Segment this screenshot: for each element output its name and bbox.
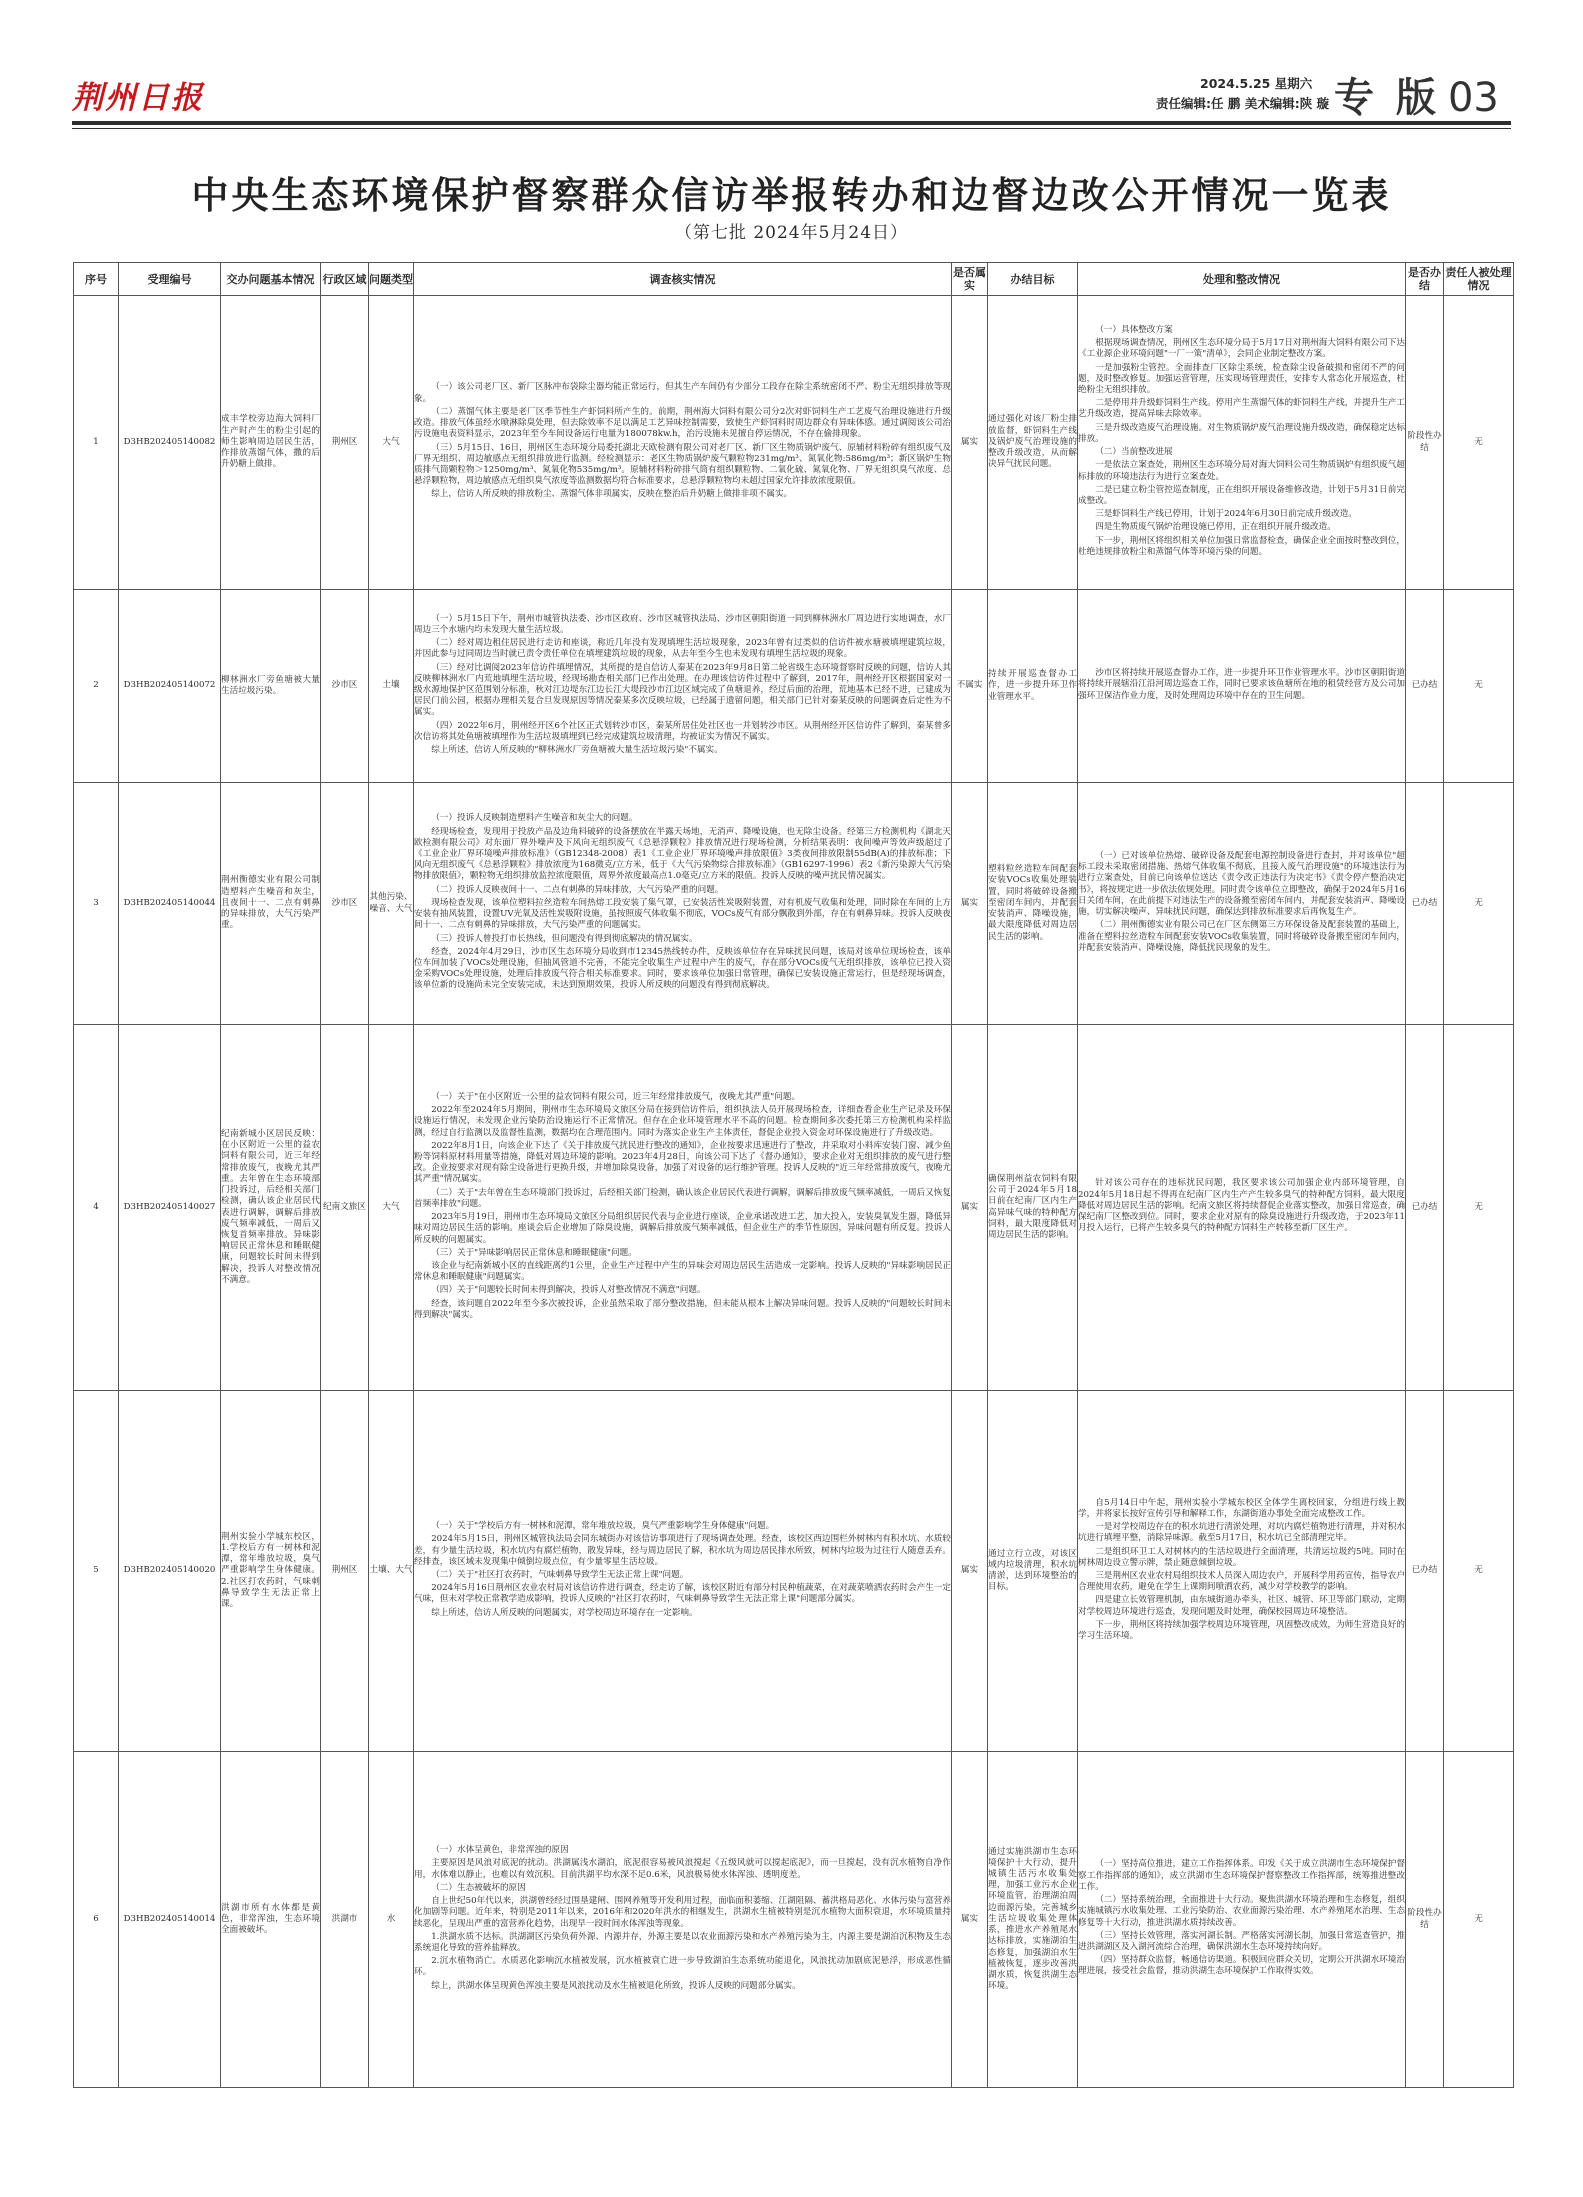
row-survey-paragraph: （四）关于"问题较长时间未得到解决，投诉人对整改情况不满意"问题。 xyxy=(431,1285,706,1296)
row-closed: 已办结 xyxy=(1406,1025,1444,1391)
page-subtitle: （第七批 2024年5月24日） xyxy=(674,223,909,243)
row-type: 土壤、大气 xyxy=(369,1391,414,1752)
column-header: 行政区域 xyxy=(321,263,369,296)
row-handling-paragraph: 根据现场调查情况，荆州区生态环境分局于5月17日对荆州海大饲料有限公司下达《工业源企业环境问题"一厂一策"清单》，会同企业制定整改方案。 xyxy=(1078,338,1405,360)
table-row xyxy=(74,590,1514,783)
row-survey xyxy=(414,296,952,590)
row-punished: 无 xyxy=(1444,1752,1514,2088)
table-header xyxy=(74,263,1514,296)
row-problem: 纪南新城小区居民反映：在小区附近一公里的益农饲料有限公司，近三年经常排放废气，夜晚尤其严重。去年曾在生态环境部门投诉过，后经相关部门检测，确认该企业居民代表进行调解，调解后排放废气频率减低，一周后又恢复首频率排放。异味影响居民正常休息和睡眠健康，问题较长时间未得到解决，投诉人对整改情况不满意。 xyxy=(221,1025,321,1391)
row-survey-paragraph: 综上所述，信访人所反映的问题属实，对学校周边环境存在一定影响。 xyxy=(431,1607,698,1618)
row-goal: 通过强化对该厂粉尘排放监督，虾饲料生产线及锅炉废气治理设施的整改升级改造，从而解决异气扰民问题。 xyxy=(988,296,1078,590)
masthead xyxy=(72,70,1511,121)
row-punished: 无 xyxy=(1444,590,1514,783)
issue-date: 2024.5.25 星期六 xyxy=(1200,76,1313,91)
row-survey-paragraph: （四）2022年6月，荆州经开区6个社区正式划转沙市区，秦某所居住处社区也一并划转沙市区。从荆州经开区信访件了解到，秦某曾多次信访将其处鱼塘被填埋作为生活垃圾填埋到已经完成建筑垃圾清理，均被证实为情况不属实。 xyxy=(414,720,951,742)
table-row xyxy=(74,783,1514,1025)
row-handling-paragraph: 一是加强粉尘管控。全面排查厂区除尘系统，检查除尘设备破损和密闭不严的问题，及时整改修复。加强运营管理，压实现场管理责任，安排专人常态化开展巡查，杜绝粉尘无组织排放。 xyxy=(1078,362,1405,396)
column-header: 受理编号 xyxy=(119,263,221,296)
row-case-id: D3HB202405140044 xyxy=(119,783,221,1025)
row-goal: 通过立行立改，对该区域内垃圾清理，积水坑清淤，达到环境整治的目标。 xyxy=(988,1391,1078,1752)
row-verified: 属实 xyxy=(952,1391,988,1752)
table-row xyxy=(74,1025,1514,1391)
row-survey-paragraph: （二）生态被破坏的原因 xyxy=(431,1882,526,1893)
row-handling xyxy=(1078,783,1406,1025)
row-survey-paragraph: 2024年5月15日，荆州区城管执法局会同东城街办对该信访事项进行了现场调查处理。经查，该校区西边围栏外树林内有积水坑、水质较差，有少量生活垃圾，积水坑内有腐烂植物，散发异味，经与周边居民了解，积水坑为周边居民排水所致，树林内垃圾为过往行人随意丢弃。经排查，该区域未发现集中倾倒垃圾点位，有少量零星生活垃圾。 xyxy=(414,1534,951,1567)
row-survey-paragraph: 2023年5月19日，荆州市生态环境局文旅区分局组织居民代表与企业进行座谈，企业承诺改进工艺，加大投入，安装臭氧发生器，降低异味对周边居民生活的影响。座谈会后企业增加了除臭设施，调解后排放废气频率减低，但企业生产的季节性原因，异味问题有所反复。投诉人所反映的问题属实。 xyxy=(414,1212,951,1245)
row-verified: 属实 xyxy=(952,1752,988,2088)
row-handling-paragraph: 二是组织环卫工人对树林内的生活垃圾进行全面清理，共清运垃圾约5吨。同时在树林周边设立警示牌，禁止随意倾倒垃圾。 xyxy=(1078,1546,1405,1568)
row-closed: 阶段性办结 xyxy=(1406,296,1444,590)
row-area: 荆州区 xyxy=(321,296,369,590)
row-survey-paragraph: （一）关于"学校后方有一树林和泥潭，常年堆放垃圾，臭气严重影响学生身体健康"问题。 xyxy=(431,1521,775,1532)
row-type: 土壤 xyxy=(369,590,414,783)
section-label xyxy=(1334,66,1499,123)
row-survey-paragraph: （二）关于"去年曾在生态环境部门投诉过，后经相关部门检测，确认该企业居民代表进行调解，调解后排放废气频率减低，一周后又恢复首频率排放"问题。 xyxy=(414,1187,951,1209)
newspaper-logo: 荆州日报 xyxy=(72,80,204,116)
column-header: 办结目标 xyxy=(988,263,1078,296)
row-type: 水 xyxy=(369,1752,414,2088)
row-survey-paragraph: 综上所述，信访人所反映的"柳林洲水厂旁鱼塘被大量生活垃圾污染"不属实。 xyxy=(431,745,723,756)
row-survey-paragraph: 经现场检查，发现用于投放产品及边角料破碎的设备摆放在半露天场地，无消声、降噪设施，也无除尘设备。经第三方检测机构《湖北天欧检测有限公司》对东面厂界外噪声及下风向无组织废气《总悬浮颗粒》排放情况进行现场检测，分析结果表明：夜间噪声等效声级超过了《工业企业厂界环境噪声排放标准》（GB12348-2008）表1《工业企业厂界环境噪声排放限值》3类夜间排放限制55dB(A)的排放标准；下风向无组织废气《总悬浮颗粒》排放浓度为168微克/立方米，低于《大气污染物综合排放标准》（GB16297-1996）表2《新污染源大气污染物排放限值》，颗粒物无组织排放监控浓度限值，周界外浓度最高点1.0毫克/立方米的限值。投诉人反映的噪声扰民情况属实。 xyxy=(414,826,951,882)
row-survey-paragraph: 2022年至2024年5月期间，荆州市生态环境局文旅区分局在接到信访件后，组织执法人员开展现场检查，详细查看企业生产记录及环保设施运行情况，未发现企业污染防治设施运行不正常情况。但存在企业环境管理水平不高的问题。检查期间多次委托第三方检测机构采样监测，经过自行监测以及监督性监测，数据均在合理范围内。同时为落实企业生产主体责任，督促企业投入资金对环保设施进行了升级改造。 xyxy=(414,1105,951,1138)
row-survey-paragraph: 综上，信访人所反映的排放粉尘、蒸馏气体非项属实，反映在整治后升奶糖上做排非项不属实。 xyxy=(431,489,793,500)
row-punished: 无 xyxy=(1444,296,1514,590)
row-survey-paragraph: （三）投诉人曾投打市长热线，但问题没有得到彻底解决的情况属实。 xyxy=(431,933,698,944)
row-handling-paragraph: （一）坚持高位推进，建立工作指挥体系。印发《关于成立洪湖市生态环境保护督察工作指挥部的通知》，成立洪湖市生态环境保护督察整改工作指挥部，统筹推进整改工作。 xyxy=(1078,1859,1405,1892)
row-handling-paragraph: 针对该公司存在的违标扰民问题，我区要求该公司加强企业内部环境管理，自2024年5月18日起不得再在纪南厂区内生产产生较多臭气的特种配方饲料，最大限度降低对周边居民生活的影响。纪南文旅区将持续督促企业落实整改，加强日常巡查，确保纪南厂区整改到位。同时，要求企业对原有的除臭设施进行升级改造，于2023年11月投入运行，已将产生较多臭气的特种配方饲料生产转移至新厂区生产。 xyxy=(1078,1178,1405,1234)
row-punished: 无 xyxy=(1444,1391,1514,1752)
header-rule-thin xyxy=(72,128,1511,129)
row-type: 大气 xyxy=(369,1025,414,1391)
row-type: 大气 xyxy=(369,296,414,590)
row-goal: 塑料粒丝造粒车间配套安装VOCs收集处理装置，同时将破碎设备搬至密闭车间内，并配套安装消声、降噪设施，最大限度降低对周边居民生活的影响。 xyxy=(988,783,1078,1025)
row-survey-paragraph: （二）关于"社区打农药时，气味刺鼻导致学生无法正常上课"问题。 xyxy=(431,1570,689,1580)
row-problem: 荆州衡德实业有限公司制造塑料产生噪音和灰尘，且夜间十一、二点有刺鼻的异味排放，大气污染严重。 xyxy=(221,783,321,1025)
row-goal: 通过实施洪湖市生态环境保护十大行动，提升城镇生活污水收集处理，加强工业污水企业环境监管，治理湖泊周边面源污染，完善城乡生活垃圾收集处理体系，推进水产养殖尾水达标排放，实施湖泊生态修复，加强湖泊水生植被恢复，逐步改善洪湖水质，恢复洪湖生态环境。 xyxy=(988,1752,1078,2088)
row-punished: 无 xyxy=(1444,783,1514,1025)
page-number: 03 xyxy=(1447,75,1499,121)
row-seq: 2 xyxy=(74,590,119,783)
row-survey-paragraph: （三）5月15日、16日，荆州区生态环境分局委托湖北天欧检测有限公司对老厂区、新厂区生物质锅炉废气、原辅材料粉碎有组织废气及厂界无组织、周边敏感点无组织排放进行监测。经检测显示：老区生物质锅炉废气颗粒物231mg/m³、氮氧化物:586mg/m³；新区锅炉生物质排气筒颗粒物＞1250mg/m³、氮氧化物535mg/m³。原辅材料粉碎排气筒有组织颗粒物、二氧化硫、氮氧化物、厂界无组织臭气浓度、总悬浮颗粒物，周边敏感点无组织臭气浓度等监测数据均符合标准要求，总悬浮颗粒物均未超过国家允许排放浓度限值。 xyxy=(414,442,951,487)
row-handling-paragraph: （二）坚持系统治理，全面推进十大行动。聚焦洪湖水环境治理和生态修复，组织实施城镇污水收集处理、工业污染防治、农业面源污染治理、水产养殖尾水治理、生态修复等十大行动，推进洪湖水质持续改善。 xyxy=(1078,1895,1405,1928)
row-seq: 4 xyxy=(74,1025,119,1391)
row-area: 沙市区 xyxy=(321,590,369,783)
row-handling-paragraph: （四）坚持群众监督，畅通信访渠道。积极回应群众关切，定期公开洪湖水环境治理进展，接受社会监督，推动洪湖生态环境保护工作取得实效。 xyxy=(1078,1955,1405,1977)
row-handling-paragraph: 三是荆州区农业农村局组织技术人员深入周边农户，开展科学用药宣传，指导农户合理使用农药，避免在学生上课期间喷洒农药，减少对学校教学的影响。 xyxy=(1078,1571,1405,1593)
complaints-table xyxy=(73,262,1514,2088)
row-survey-paragraph: 现场检查发现，该单位塑料拉丝造粒车间热熔工段安装了集气罩，已安装活性炭吸附装置，对有机废气收集和处理，同时除在车间的上方安装有抽风装置，设置UV光氧及活性炭吸附设施，虽按照废气体收集不彻底，VOCs废气有部分飘散到外部，存在有刺鼻异味。投诉人反映夜间十一、二点有刺鼻的异味排放，大气污染严重的问题属实。 xyxy=(414,897,951,931)
row-survey-paragraph: （二）经对周边租住居民进行走访和座谈，称近几年没有发现填埋生活垃圾现象，2023年曾有过类似的信访件被水塘被填埋建筑垃圾，并因此参与过同周边当时就已责令责任单位在填埋建筑垃圾的现象，从去年至今生也未发现有填埋生活垃圾的现象。 xyxy=(414,638,951,660)
row-handling-paragraph: 三是升级改造废气治理设施。对生物质锅炉废气治理设施升级改造，确保稳定达标排放。 xyxy=(1078,422,1405,444)
row-survey-paragraph: 2.沉水植物消亡。水质恶化影响沉水植被发展，沉水植被衰亡进一步导致湖泊生态系统功能退化，风浪扰动加剧底泥悬浮，形成恶性循环。 xyxy=(414,1956,951,1978)
row-case-id: D3HB202405140027 xyxy=(119,1025,221,1391)
row-problem: 成丰学校旁边海大饲料厂生产时产生的粉尘引起的师生影响周边居民生活，作排放蒸馏气体，撒的后升奶糖上做排。 xyxy=(221,296,321,590)
row-closed: 阶段性办结 xyxy=(1406,1752,1444,2088)
row-survey-paragraph: （一）5月15日下午，荆州市城管执法委、沙市区政府、沙市区城管执法局、沙市区朝阳街道一同到柳林洲水厂周边进行实地调查，水厂周边三个水塘内均未发现大量生活垃圾。 xyxy=(414,613,951,635)
row-verified: 属实 xyxy=(952,296,988,590)
column-header: 序号 xyxy=(74,263,119,296)
row-type: 其他污染、噪音、大气 xyxy=(369,783,414,1025)
row-handling-paragraph: 自5月14日中午起，荆州实验小学城东校区全体学生离校回家，分组进行线上教学，并将家长按好宣传引导和解释工作，东湖街道办事处全面完成整改工作。 xyxy=(1078,1497,1405,1519)
row-closed: 已办结 xyxy=(1406,590,1444,783)
row-survey-paragraph: （一）水体呈黄色，非常浑浊的原因 xyxy=(431,1845,569,1856)
row-handling xyxy=(1078,590,1406,783)
row-survey-paragraph: （三）经对比调阅2023年信访件填埋情况，其所提的是自信访人秦某在2023年9月8日第二轮省级生态环境督察时反映的问题，信访人其反映柳林洲水厂内荒地填埋生活垃圾，经现场勘查相关部门已作出处理。在办理该信访件过程中了解到，2017年，荆州经开区根据国家对一级水源地保护区范围划分标准，秋对江边堤东江边长江大堤段沙市江边区域完成了鱼塘退养，经过后面的治理，荒地基本已经不进，已建成为居民门前公园，根据办理相关复合旦发现原因等情况秦某多次反映垃圾，已经属于遗留问题，相关部门已针对秦某反映的问题调查后定性为不属实。 xyxy=(414,662,951,718)
row-handling-paragraph: （一）具体整改方案 xyxy=(1095,325,1173,336)
row-closed: 已办结 xyxy=(1406,783,1444,1025)
row-handling-paragraph: 一是依法立案查处，荆州区生态环境分局对海大饲料公司生物质锅炉有组织废气超标排放的环境违法行为进行立案查处。 xyxy=(1078,460,1405,482)
row-survey xyxy=(414,1752,952,2088)
row-handling-paragraph: 四是建立长效管理机制，由东城街道办牵头，社区、城管、环卫等部门联动，定期对学校周边环境进行巡查，发现问题及时处理，确保校园周边环境整洁。 xyxy=(1078,1595,1405,1617)
column-header: 交办问题基本情况 xyxy=(221,263,321,296)
row-verified: 属实 xyxy=(952,783,988,1025)
header-rule-thick xyxy=(72,121,1511,125)
row-handling-paragraph: （二）荆州衡德实业有限公司已在厂区东侧第三方环保设备及配套装置的基础上，准备在塑料拉丝造粒车间配套安装VOCs收集装置，同时将破碎设备搬至密闭车间内，并配套安装消声、降噪设施，降低扰民现象的发生。 xyxy=(1078,920,1405,953)
row-survey-paragraph: 1.洪湖水质不达标。洪湖湖区污染负荷外源、内源并存，外源主要是以农业面源污染和水产养殖污染为主，内源主要是湖泊沉积物及生态系统退化导致的营养盐释放。 xyxy=(414,1931,951,1953)
row-survey-paragraph: 经查，2024年4月29日，沙市区生态环境分局收到市12345热线转办件，反映该单位存在异味扰民问题，该局对该单位现场检查，该单位车间加装了VOCs处理设施，但抽风管道不完善，不能完全收集生产过程中产生的废气，存在部分VOCs废气无组织排放，该单位已投入资金采购VOCs处理设施，处理后排放废气符合相关标准要求。同时，要求该单位加强日常管理，确保已安装设施正常运行，但是经现场调查，该单位新的设施尚未完全安装完成，未达到预期效果，投诉人所反映的问题没有得到彻底解决。 xyxy=(414,946,951,991)
row-handling-paragraph: （一）已对该单位热熔、破碎设备及配套电源控制设备进行查封，并对该单位"超标工段未采取密闭措施、热熔气体收集不彻底，且接入废气治理设施"的环境违法行为进行立案查处，目前已向该单位送达《责令改正违法行为决定书》《责令停产整治决定书》，将按规定进一步依法依规处理。同时责令该单位立即整改，确保于2024年5月16日关闭车间，在此前提下对违法生产的设备搬至密闭车间内，并配套安装消声、降噪设施，切实解决噪声、异味扰民问题，确保达到排放标准要求后再恢复生产。 xyxy=(1078,851,1405,918)
row-case-id: D3HB202405140072 xyxy=(119,590,221,783)
row-handling xyxy=(1078,1752,1406,2088)
row-handling-paragraph: 一是对学校周边存在的积水坑进行清淤处理，对坑内腐烂植物进行清理，并对积水坑进行填埋平整，消除异味源。截至5月17日，积水坑已全部清理完毕。 xyxy=(1078,1522,1405,1544)
section-name: 专 版 xyxy=(1334,75,1440,121)
row-seq: 3 xyxy=(74,783,119,1025)
row-case-id: D3HB202405140082 xyxy=(119,296,221,590)
row-handling-paragraph: 三是虾饲料生产线已停用，计划于2024年6月30日前完成升级改造。 xyxy=(1095,509,1357,520)
page-title: 中央生态环境保护督察群众信访举报转办和边督边改公开情况一览表 xyxy=(191,173,1392,217)
row-survey-paragraph: 经查，该问题自2022年至今多次被投诉，企业虽然采取了部分整改措施，但未能从根本上解决异味问题。投诉人反映的"问题较长时间未得到解决"属实。 xyxy=(414,1298,951,1320)
row-survey-paragraph: （三）关于"异味影响居民正常休息和睡眠健康"问题。 xyxy=(431,1247,637,1258)
row-handling-paragraph: 下一步，荆州区将持续加强学校周边环境管理，巩固整改成效，为师生营造良好的学习生活环境。 xyxy=(1078,1619,1405,1642)
row-seq: 6 xyxy=(74,1752,119,2088)
column-header: 处理和整改情况 xyxy=(1078,263,1406,296)
row-survey-paragraph: 2022年8月1日，向该企业下达了《关于排放废气扰民进行整改的通知》，企业按要求迅速进行了整改，并采取对小料库安装门窗、减少鱼粉等饲料原材料用量等措施，降低对周边环境的影响。2023年4月28日，向该公司下达了《督办通知》，要求企业对无组织排放的废气进行整改。企业按要求对现有除尘设备进行更换升级，并增加除臭设备，加强了对设备的运行维护管理。投诉人反映的"近三年经常排放废气，夜晚尤其严重"情况属实。 xyxy=(414,1140,951,1185)
row-handling-paragraph: 沙市区将持续开展巡查督办工作，进一步提升环卫作业管理水平。沙市区朝阳街道将持续开展辖沿江沿河周边巡查工作，同时已要求该鱼塘所在地的租赁经营方及公司加强环卫保洁作业力度，及时处理周边环境中存在的卫生问题。 xyxy=(1078,668,1405,701)
row-area: 荆州区 xyxy=(321,1391,369,1752)
row-survey xyxy=(414,1025,952,1391)
row-handling xyxy=(1078,296,1406,590)
column-header: 调查核实情况 xyxy=(414,263,952,296)
row-survey xyxy=(414,783,952,1025)
table-row xyxy=(74,1391,1514,1752)
table-row xyxy=(74,296,1514,590)
row-handling xyxy=(1078,1025,1406,1391)
column-header: 是否办结 xyxy=(1406,263,1444,296)
column-header: 问题类型 xyxy=(369,263,414,296)
row-survey-paragraph: （二）蒸馏气体主要是老厂区季节性生产虾饲料所产生的。前期，荆州海大饲料有限公司分2次对虾饲料生产工艺废气治理设施进行升级改造。排放气体虽经水喷淋除臭处理，但去除效率不足以满足工艺异味控制需要，致使生产虾饲料时周边群众有异味体感。通过调阅该公司治污设施电表资料显示，2023年至今车间设备运行电量为180078kw.h，治污设施未见擅自停运情况，不存在偷排现象。 xyxy=(414,406,951,440)
table-row xyxy=(74,1752,1514,2088)
column-header: 是否属实 xyxy=(952,263,988,296)
row-verified: 属实 xyxy=(952,1025,988,1391)
row-handling-paragraph: 二是已建立粉尘管控巡查制度，正在组织开展设备维修改造，计划于5月31日前完成整改。 xyxy=(1078,484,1405,506)
row-problem: 柳林洲水厂旁鱼塘被大量生活垃圾污染。 xyxy=(221,590,321,783)
row-survey-paragraph: （一）投诉人反映制造塑料产生噪音和灰尘大的问题。 xyxy=(431,813,638,824)
row-handling-paragraph: 四是生物质废气锅炉治理设施已停用，正在组织开展升级改造。 xyxy=(1095,522,1336,533)
row-handling-paragraph: 下一步，荆州区将组织相关单位加强日常监督检查，确保企业全面按时整改到位，杜绝违规排放粉尘和蒸馏气体等环境污染的问题。 xyxy=(1078,535,1405,557)
row-survey-paragraph: 主要原因是风浪对底泥的扰动。洪湖属浅水湖泊，底泥很容易被风浪搅起《五级风就可以搅起底泥》，而一旦搅起，没有沉水植物自净作用，水体难以静止，也难以有效沉积。目前洪湖平均水深不足0.6米，风浪极易使水体浑浊、透明度差。 xyxy=(414,1858,951,1880)
row-seq: 5 xyxy=(74,1391,119,1752)
row-goal: 确保荆州益农饲料有限公司于2024年5月18日前在纪南厂区内生产高异味气味的特种配方饲料，最大限度降低对周边居民生活的影响。 xyxy=(988,1025,1078,1391)
row-area: 沙市区 xyxy=(321,783,369,1025)
row-survey xyxy=(414,1391,952,1752)
row-handling-paragraph: （二）当前整改进展 xyxy=(1095,447,1173,458)
row-seq: 1 xyxy=(74,296,119,590)
editor-credits: 责任编辑:任 鹏 美术编辑:陕 璇 xyxy=(1156,96,1330,111)
row-survey-paragraph: 2024年5月16日荆州区农业农村局对该信访件进行调查，经走访了解，该校区附近有部分村民种植蔬菜，在对蔬菜喷洒农药时会产生一定气味，但未对学校正常教学造成影响，投诉人反映的"社区打农药时，气味刺鼻导致学生无法正常上课"问题部分属实。 xyxy=(414,1583,951,1605)
row-punished: 无 xyxy=(1444,1025,1514,1391)
row-verified: 不属实 xyxy=(952,590,988,783)
column-header: 责任人被处理情况 xyxy=(1444,263,1514,296)
row-area: 洪湖市 xyxy=(321,1752,369,2088)
row-survey xyxy=(414,590,952,783)
row-closed: 已办结 xyxy=(1406,1391,1444,1752)
row-problem: 洪湖市所有水体都是黄色，非常浑浊，生态环境全面被破坏。 xyxy=(221,1752,321,2088)
row-case-id: D3HB202405140014 xyxy=(119,1752,221,2088)
row-handling-paragraph: 二是停用并升级虾饲料生产线。停用产生蒸馏气体的虾饲料生产线，并提升生产工艺升级改造，提高异味去除效率。 xyxy=(1078,398,1405,420)
row-area: 纪南文旅区 xyxy=(321,1025,369,1391)
row-survey-paragraph: 自上世纪50年代以来，洪湖曾经经过围垦建闸、围网养殖等开发利用过程，面临面积萎缩、江湖阻隔、蓄洪格局恶化、水体污染与富营养化加剧等问题。近年来，特别是2011年以来，2016年和2020年洪水的相继发生，洪湖水生植被特别是沉水植物大面积衰退，水环境质量持续恶化，呈现出严重的富营养化趋势，出现早一段时间水体浑浊等现象。 xyxy=(414,1896,951,1929)
row-handling xyxy=(1078,1391,1406,1752)
row-survey-paragraph: （二）投诉人反映夜间十一、二点有刺鼻的异味排放，大气污染严重的问题。 xyxy=(431,884,724,895)
row-case-id: D3HB202405140020 xyxy=(119,1391,221,1752)
row-problem: 荆州实验小学城东校区，1.学校后方有一树林和泥潭，常年堆放垃圾，臭气严重影响学生身体健康。2.社区打农药时，气味刺鼻导致学生无法正常上课。 xyxy=(221,1391,321,1752)
row-survey-paragraph: （一）该公司老厂区、新厂区脉冲布袋除尘器均能正常运行，但其生产车间仍有少部分工段存在除尘系统密闭不严、粉尘无组织排放等现象。 xyxy=(414,382,951,404)
row-handling-paragraph: （三）坚持长效管理，落实河湖长制。严格落实河湖长制，加强日常巡查管护，推进洪湖湖区及入湖河流综合治理，确保洪湖水生态环境持续向好。 xyxy=(1078,1930,1405,1952)
row-survey-paragraph: 该企业与纪南新城小区的直线距离约1公里，企业生产过程中产生的异味会对周边居民生活造成一定影响。投诉人反映的"异味影响居民正常休息和睡眠健康"问题属实。 xyxy=(414,1260,951,1283)
row-goal: 持续开展巡查督办工作，进一步提升环卫作业管理水平。 xyxy=(988,590,1078,783)
row-survey-paragraph: 综上，洪湖水体呈现黄色浑浊主要是风浪扰动及水生植被退化所致，投诉人反映的问题部分属实。 xyxy=(431,1980,801,1991)
row-survey-paragraph: （一）关于"在小区附近一公里的益农饲料有限公司，近三年经常排放废气，夜晚尤其严重"问题。 xyxy=(431,1092,801,1103)
